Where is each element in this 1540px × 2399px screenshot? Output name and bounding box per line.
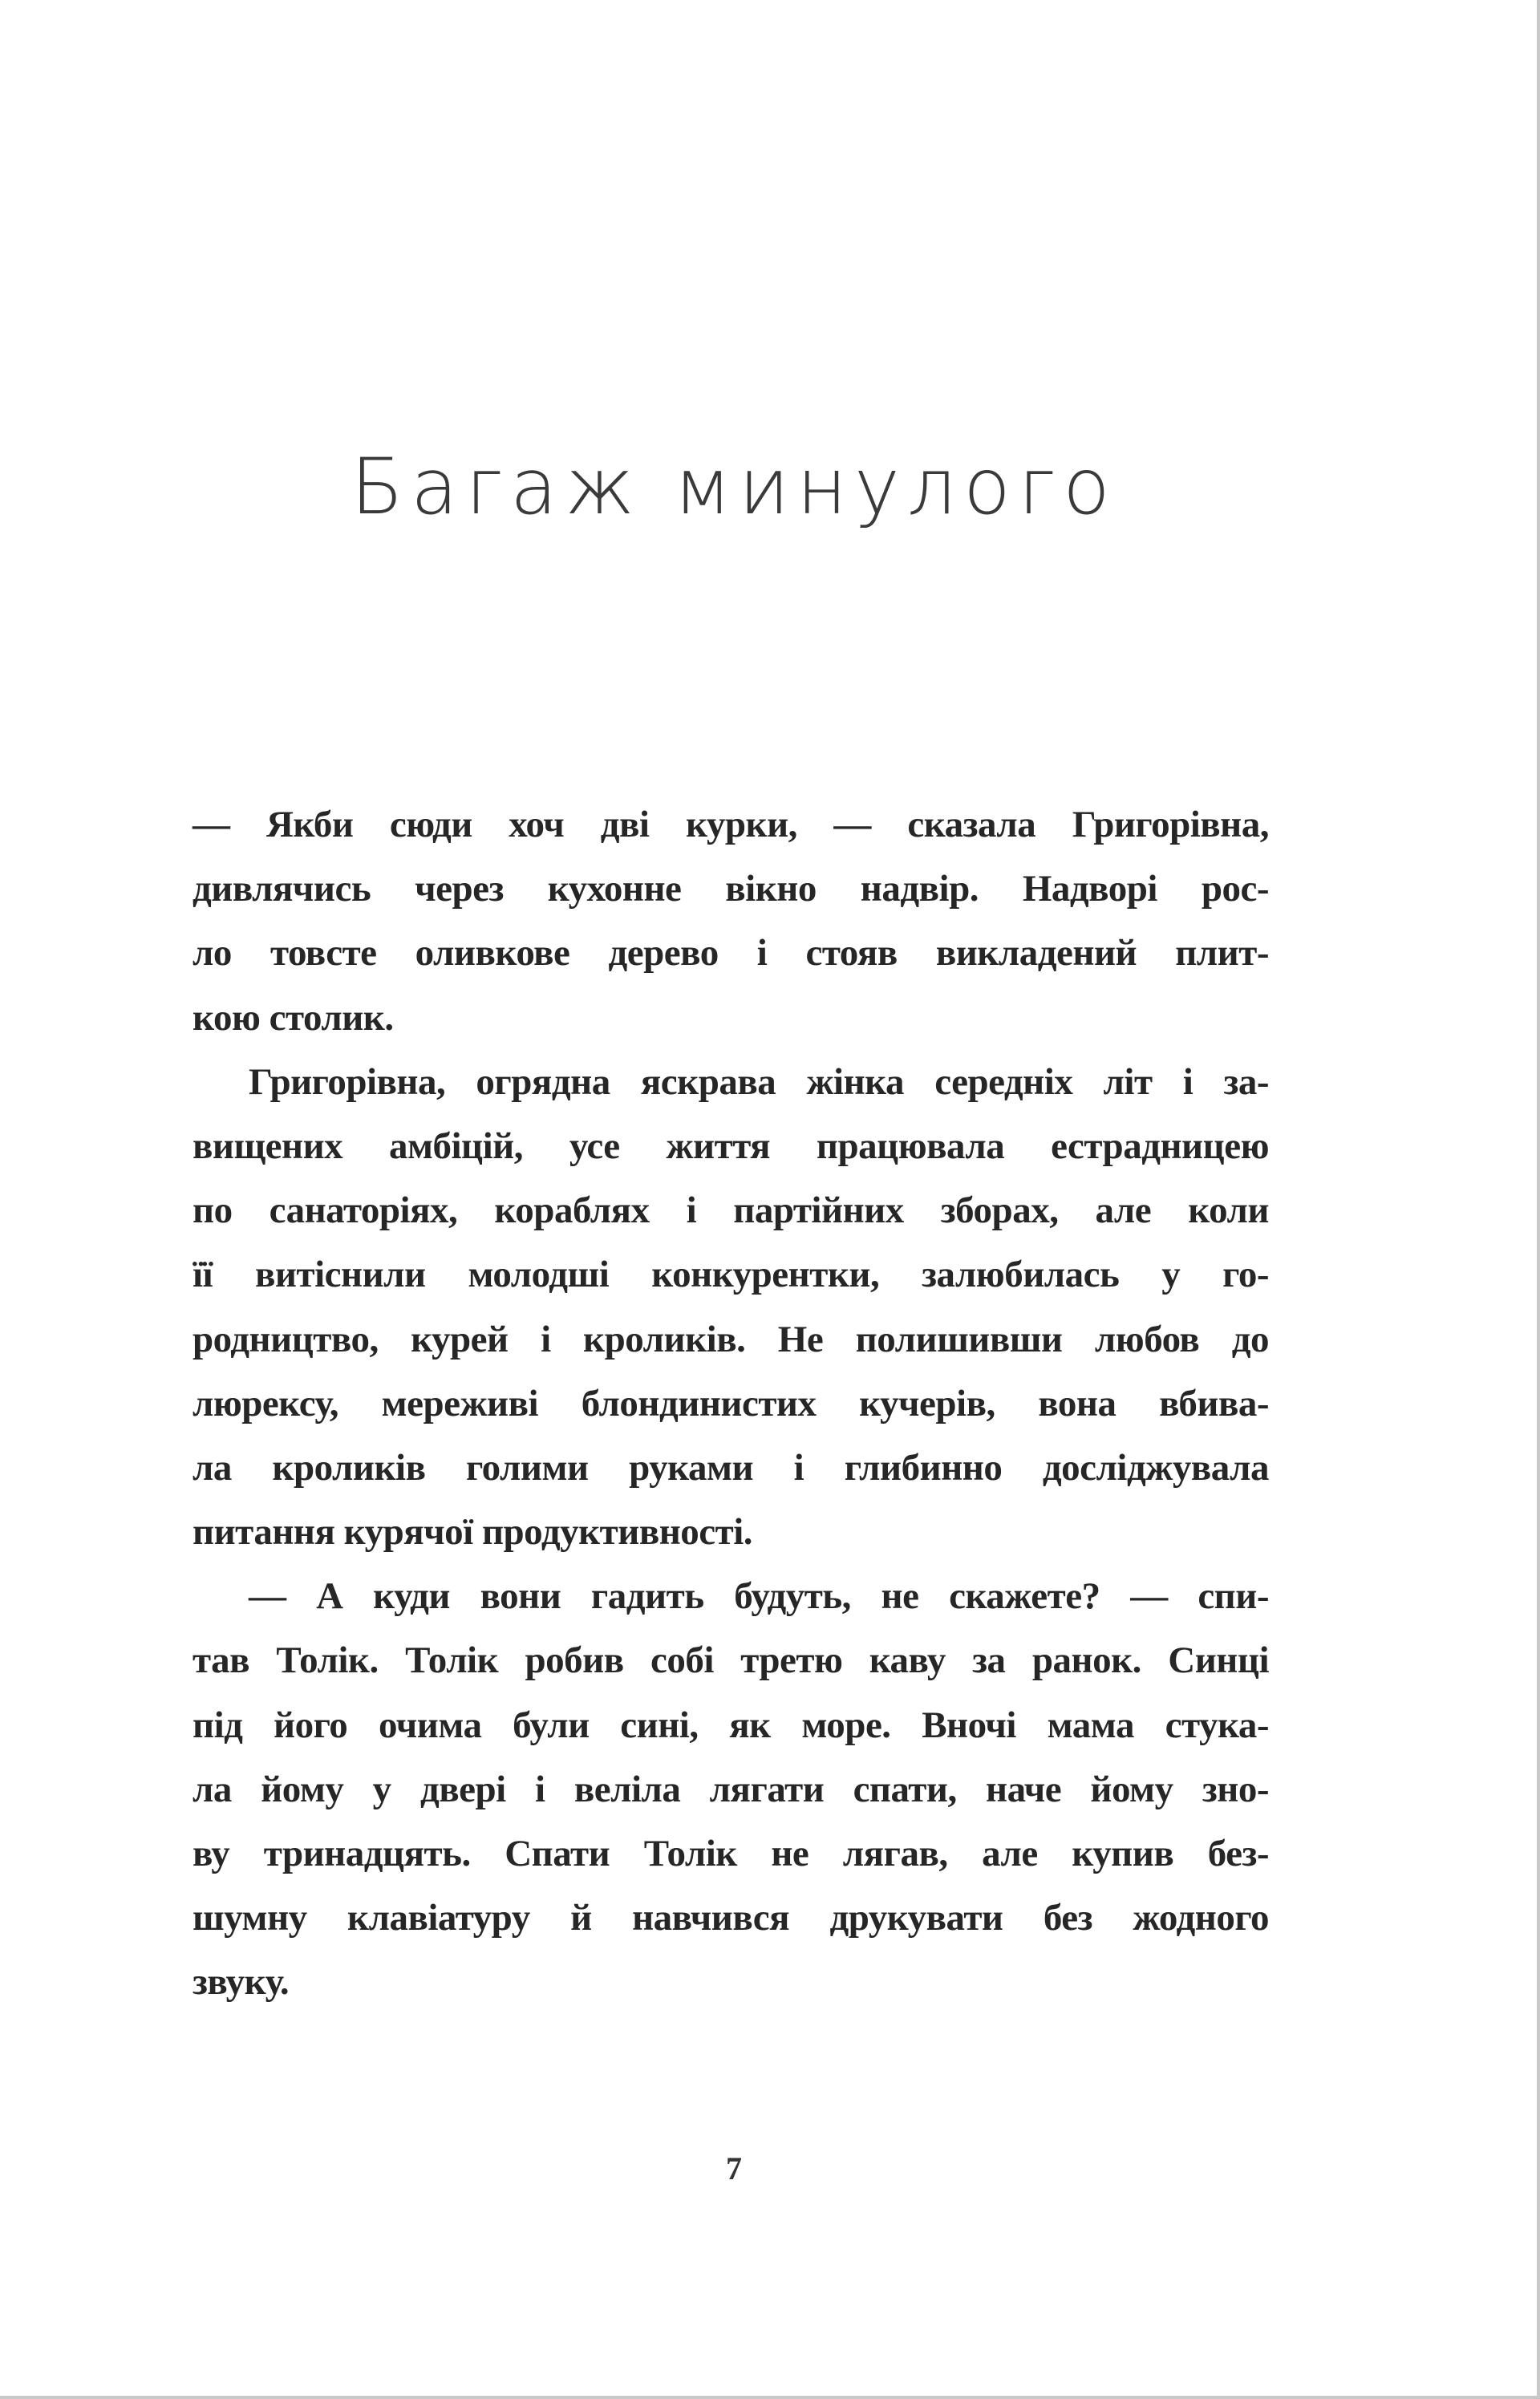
- text-line: ла йому у двері і веліла лягати спати, наче йому зно-: [192, 1768, 1269, 1810]
- text-line: шумну клавіатуру й навчився друкувати без жодного: [192, 1897, 1269, 1939]
- text-line: ву тринадцять. Спати Толік не лягав, але купив без-: [192, 1833, 1269, 1874]
- text-line: вищених амбіцій, усе життя працювала естрадницею: [192, 1125, 1269, 1167]
- text-line: звуку.: [192, 1961, 290, 2004]
- text-line: ла кроликів голими руками і глибинно досліджувала: [192, 1446, 1269, 1489]
- page-number: 7: [726, 2150, 742, 2186]
- text-line: дивлячись через кухонне вікно надвір. Надворі рос-: [192, 868, 1269, 910]
- text-line: кою столик.: [192, 996, 394, 1039]
- paragraph: [192, 1564, 1269, 2014]
- text-line: тав Толік. Толік робив собі третю каву за ранок. Синці: [192, 1639, 1269, 1682]
- text-line: родництво, курей і кроликів. Не полишивши любов до: [192, 1318, 1269, 1360]
- text-line: її витіснили молодші конкурентки, залюбилась у го-: [192, 1254, 1269, 1296]
- text-line: питання курячої продуктивності.: [192, 1511, 753, 1554]
- text-line: — Якби сюди хоч дві курки, — сказала Григорівна,: [192, 804, 1269, 845]
- chapter-title: Багаж минулого: [351, 442, 1117, 533]
- text-line: по санаторіях, кораблях і партійних зборах, але коли: [192, 1189, 1269, 1232]
- text-line: Григорівна, огрядна яскрава жінка середніх літ і за-: [249, 1060, 1269, 1103]
- text-line: ло товсте оливкове дерево і стояв викладений плит-: [192, 932, 1269, 975]
- paragraph: [192, 1050, 1269, 1565]
- paragraph: [192, 792, 1269, 1050]
- text-line: під його очима були сині, як море. Вночі мама стука-: [192, 1704, 1269, 1746]
- chapter-body: [192, 792, 1269, 2015]
- text-line: — А куди вони гадить будуть, не скажете? — спи-: [249, 1575, 1269, 1618]
- text-line: люрексу, мереживі блондинистих кучерів, вона вбива-: [192, 1382, 1269, 1424]
